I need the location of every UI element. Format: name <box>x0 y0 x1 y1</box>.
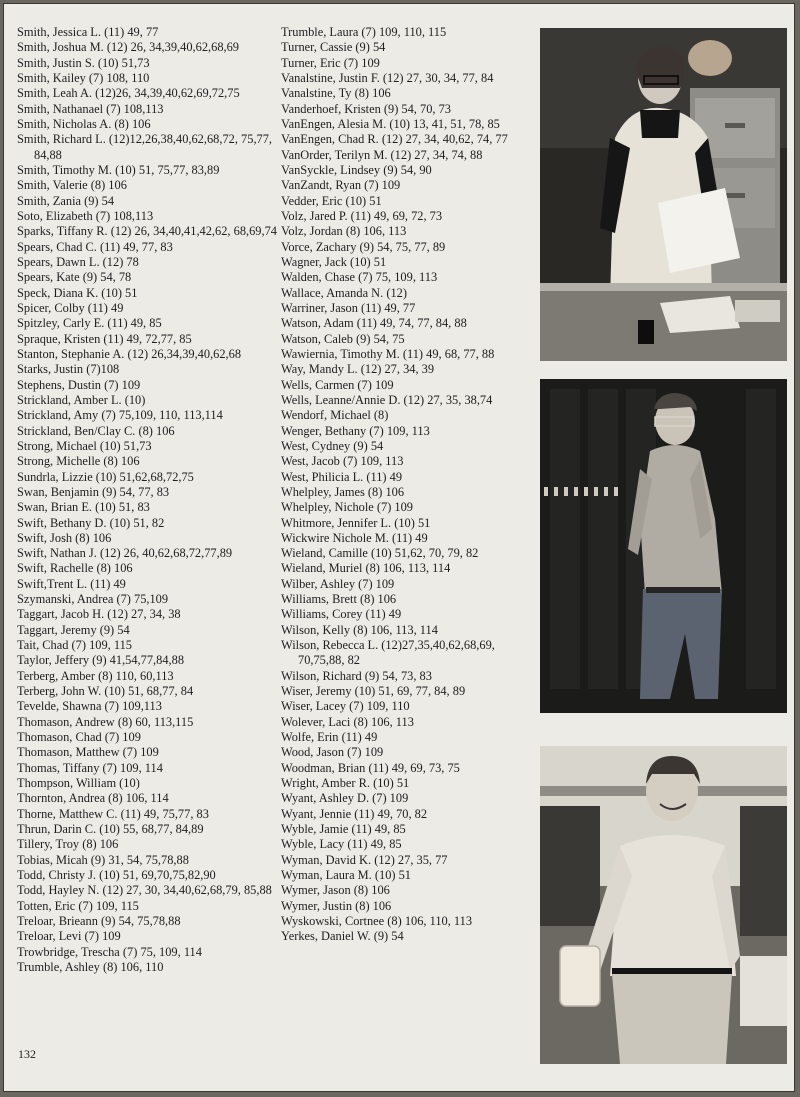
index-entry: Wymer, Jason (8) 106 <box>281 883 390 898</box>
index-entry: Swift, Josh (8) 106 <box>17 530 112 545</box>
index-entry: Wieland, Camille (10) 51,62, 70, 79, 82 <box>281 546 479 561</box>
index-entry: Smith, Leah A. (12)26, 34,39,40,62,69,72,75 <box>17 86 240 101</box>
index-entry: Strickland, Ben/Clay C. (8) 106 <box>17 423 175 438</box>
index-entry: Volz, Jordan (8) 106, 113 <box>281 224 407 239</box>
yearbook-page <box>3 3 795 1092</box>
index-entry: Thomason, Matthew (7) 109 <box>17 745 159 760</box>
index-entry: VanZandt, Ryan (7) 109 <box>281 178 401 193</box>
index-entry: Vedder, Eric (10) 51 <box>281 193 382 208</box>
index-entry: Volz, Jared P. (11) 49, 69, 72, 73 <box>281 208 443 223</box>
index-entry: Sparks, Tiffany R. (12) 26, 34,40,41,42,62, 68,69,74 <box>17 224 277 239</box>
index-entry: Spicer, Colby (11) 49 <box>17 300 124 315</box>
index-entry: Wenger, Bethany (7) 109, 113 <box>281 423 430 438</box>
index-entry: Treloar, Brieann (9) 54, 75,78,88 <box>17 914 181 929</box>
index-entry: Spitzley, Carly E. (11) 49, 85 <box>17 316 162 331</box>
index-entry: Tevelde, Shawna (7) 109,113 <box>17 699 162 714</box>
index-entry: Taggart, Jacob H. (12) 27, 34, 38 <box>17 607 181 622</box>
index-entry: Smith, Richard L. (12)12,26,38,40,62,68,72, 75,77, 84,88 <box>17 132 273 162</box>
index-entry: Wyskowski, Cortnee (8) 106, 110, 113 <box>281 914 473 929</box>
index-entry: Tillery, Troy (8) 106 <box>17 837 119 852</box>
index-entry: Wells, Leanne/Annie D. (12) 27, 35, 38,74 <box>281 392 493 407</box>
index-entry: Vorce, Zachary (9) 54, 75, 77, 89 <box>281 239 446 254</box>
index-entry: Terberg, Amber (8) 110, 60,113 <box>17 668 174 683</box>
index-entry: Tait, Chad (7) 109, 115 <box>17 638 132 653</box>
index-entry: Whelpley, Nichole (7) 109 <box>281 500 414 515</box>
index-entry: Soto, Elizabeth (7) 108,113 <box>17 208 154 223</box>
index-entry: Wyman, David K. (12) 27, 35, 77 <box>281 852 448 867</box>
index-entry: Todd, Hayley N. (12) 27, 30, 34,40,62,68,79, 85,88 <box>17 883 272 898</box>
index-entry: Swift,Trent L. (11) 49 <box>17 576 126 591</box>
index-entry: Woodman, Brian (11) 49, 69, 73, 75 <box>281 760 460 775</box>
index-entry: Smith, Timothy M. (10) 51, 75,77, 83,89 <box>17 162 220 177</box>
index-entry: Szymanski, Andrea (7) 75,109 <box>17 592 169 607</box>
index-entry: West, Jacob (7) 109, 113 <box>281 454 404 469</box>
index-entry: Smith, Joshua M. (12) 26, 34,39,40,62,68,69 <box>17 40 240 55</box>
index-entry: VanSyckle, Lindsey (9) 54, 90 <box>281 162 432 177</box>
index-entry: Smith, Jessica L. (11) 49, 77 <box>17 25 159 39</box>
index-entry: Taggart, Jeremy (9) 54 <box>17 622 130 637</box>
index-entry: Williams, Corey (11) 49 <box>281 607 402 622</box>
index-entry: Thompson, William (10) <box>17 776 140 791</box>
index-entry: Speck, Diana K. (10) 51 <box>17 285 138 300</box>
index-entry: Wiser, Jeremy (10) 51, 69, 77, 84, 89 <box>281 684 466 699</box>
index-entry: Terberg, John W. (10) 51, 68,77, 84 <box>17 684 194 699</box>
index-entry: Wood, Jason (7) 109 <box>281 745 384 760</box>
index-entry: Todd, Christy J. (10) 51, 69,70,75,82,90 <box>17 868 216 883</box>
index-entry: Way, Mandy L. (12) 27, 34, 39 <box>281 362 435 377</box>
index-entry: Vanderhoef, Kristen (9) 54, 70, 73 <box>281 101 451 116</box>
index-entry: Wagner, Jack (10) 51 <box>281 254 387 269</box>
index-entry: Spears, Kate (9) 54, 78 <box>17 270 132 285</box>
index-entry: Wells, Carmen (7) 109 <box>281 377 394 392</box>
index-entry: Smith, Valerie (8) 106 <box>17 178 127 193</box>
index-entry: Wyble, Lacy (11) 49, 85 <box>281 837 402 852</box>
index-entry: Swan, Brian E. (10) 51, 83 <box>17 500 150 515</box>
index-entry: Swift, Bethany D. (10) 51, 82 <box>17 515 165 530</box>
page-number: 132 <box>18 1047 36 1061</box>
index-entry: Strong, Michael (10) 51,73 <box>17 438 152 453</box>
index-entry: Tobias, Micah (9) 31, 54, 75,78,88 <box>17 852 189 867</box>
index-entry: Wickwire Nichole M. (11) 49 <box>281 530 428 545</box>
index-entry: Wyman, Laura M. (10) 51 <box>281 868 412 883</box>
index-entry: Watson, Adam (11) 49, 74, 77, 84, 88 <box>281 316 467 331</box>
index-entry: Strickland, Amber L. (10) <box>17 392 146 407</box>
index-entry: Smith, Zania (9) 54 <box>17 193 115 208</box>
index-entry: Trowbridge, Trescha (7) 75, 109, 114 <box>17 944 202 959</box>
index-entry: Trumble, Laura (7) 109, 110, 115 <box>281 25 447 39</box>
index-entry: Walden, Chase (7) 75, 109, 113 <box>281 270 438 285</box>
index-entry: Yerkes, Daniel W. (9) 54 <box>281 929 404 944</box>
index-entry: Treloar, Levi (7) 109 <box>17 929 121 944</box>
index-entry: Spears, Chad C. (11) 49, 77, 83 <box>17 239 173 254</box>
index-column-left <box>17 25 279 975</box>
index-entry: Smith, Nathanael (7) 108,113 <box>17 101 164 116</box>
index-entry: Whelpley, James (8) 106 <box>281 484 405 499</box>
index-entry: Stanton, Stephanie A. (12) 26,34,39,40,62,68 <box>17 346 242 361</box>
index-entry: Wilson, Kelly (8) 106, 113, 114 <box>281 622 438 637</box>
index-entry: Wymer, Justin (8) 106 <box>281 898 392 913</box>
index-entry: Strong, Michelle (8) 106 <box>17 454 140 469</box>
index-entry: Swift, Rachelle (8) 106 <box>17 561 133 576</box>
index-entry: Sundrla, Lizzie (10) 51,62,68,72,75 <box>17 469 194 484</box>
index-entry: Spears, Dawn L. (12) 78 <box>17 254 139 269</box>
index-entry: VanOrder, Terilyn M. (12) 27, 34, 74, 88 <box>281 147 483 162</box>
index-entry: Turner, Cassie (9) 54 <box>281 40 386 55</box>
index-entry: Taylor, Jeffery (9) 41,54,77,84,88 <box>17 653 185 668</box>
photo-teacher-man-lockers <box>540 379 787 713</box>
index-entry: Wolfe, Erin (11) 49 <box>281 730 378 745</box>
index-entry: VanEngen, Alesia M. (10) 13, 41, 51, 78, 85 <box>281 116 500 131</box>
index-entry: Thrun, Darin C. (10) 55, 68,77, 84,89 <box>17 822 204 837</box>
index-entry: Starks, Justin (7)108 <box>17 362 120 377</box>
index-entry: Wendorf, Michael (8) <box>281 408 389 423</box>
photo-teacher-man-smiling <box>540 746 787 1064</box>
index-entry: Williams, Brett (8) 106 <box>281 592 397 607</box>
index-entry: Smith, Nicholas A. (8) 106 <box>17 116 151 131</box>
index-entry: Vanalstine, Justin F. (12) 27, 30, 34, 77, 84 <box>281 70 494 85</box>
index-entry: Wolever, Laci (8) 106, 113 <box>281 714 414 729</box>
index-entry: Whitmore, Jennifer L. (10) 51 <box>281 515 431 530</box>
index-entry: Smith, Kailey (7) 108, 110 <box>17 70 150 85</box>
index-entry: Wilson, Richard (9) 54, 73, 83 <box>281 668 432 683</box>
index-entry: West, Cydney (9) 54 <box>281 438 384 453</box>
index-entry: Thorne, Matthew C. (11) 49, 75,77, 83 <box>17 806 209 821</box>
index-entry: Wyant, Jennie (11) 49, 70, 82 <box>281 806 428 821</box>
index-entry: Wiser, Lacey (7) 109, 110 <box>281 699 410 714</box>
index-entry: Vanalstine, Ty (8) 106 <box>281 86 391 101</box>
index-entry: Swan, Benjamin (9) 54, 77, 83 <box>17 484 170 499</box>
index-entry: Smith, Justin S. (10) 51,73 <box>17 55 150 70</box>
index-entry: Thornton, Andrea (8) 106, 114 <box>17 791 169 806</box>
index-entry: Thomason, Andrew (8) 60, 113,115 <box>17 714 194 729</box>
index-entry: Thomas, Tiffany (7) 109, 114 <box>17 760 163 775</box>
index-entry: West, Philicia L. (11) 49 <box>281 469 403 484</box>
index-entry: Wright, Amber R. (10) 51 <box>281 776 410 791</box>
index-entry: Spraque, Kristen (11) 49, 72,77, 85 <box>17 331 192 346</box>
index-entry: Trumble, Ashley (8) 106, 110 <box>17 960 164 975</box>
index-column-middle <box>281 25 543 945</box>
index-entry: VanEngen, Chad R. (12) 27, 34, 40,62, 74, 77 <box>281 132 508 147</box>
index-entry: Wawiernia, Timothy M. (11) 49, 68, 77, 88 <box>281 346 495 361</box>
index-entry: Wyble, Jamie (11) 49, 85 <box>281 822 406 837</box>
index-entry: Wilber, Ashley (7) 109 <box>281 576 395 591</box>
index-entry: Stephens, Dustin (7) 109 <box>17 377 141 392</box>
index-entry: Wyant, Ashley D. (7) 109 <box>281 791 409 806</box>
index-entry: Strickland, Amy (7) 75,109, 110, 113,114 <box>17 408 223 423</box>
index-entry: Turner, Eric (7) 109 <box>281 55 380 70</box>
index-entry: Thomason, Chad (7) 109 <box>17 730 141 745</box>
index-entry: Wallace, Amanda N. (12) <box>281 285 407 300</box>
index-entry: Swift, Nathan J. (12) 26, 40,62,68,72,77,89 <box>17 546 233 561</box>
index-entry: Warriner, Jason (11) 49, 77 <box>281 300 416 315</box>
index-entry: Watson, Caleb (9) 54, 75 <box>281 331 405 346</box>
index-entry: Wilson, Rebecca L. (12)27,35,40,62,68,69, 70,75,88, 82 <box>281 638 495 668</box>
index-entry: Wieland, Muriel (8) 106, 113, 114 <box>281 561 451 576</box>
index-entry: Totten, Eric (7) 109, 115 <box>17 898 139 913</box>
photo-teacher-woman <box>540 28 787 361</box>
